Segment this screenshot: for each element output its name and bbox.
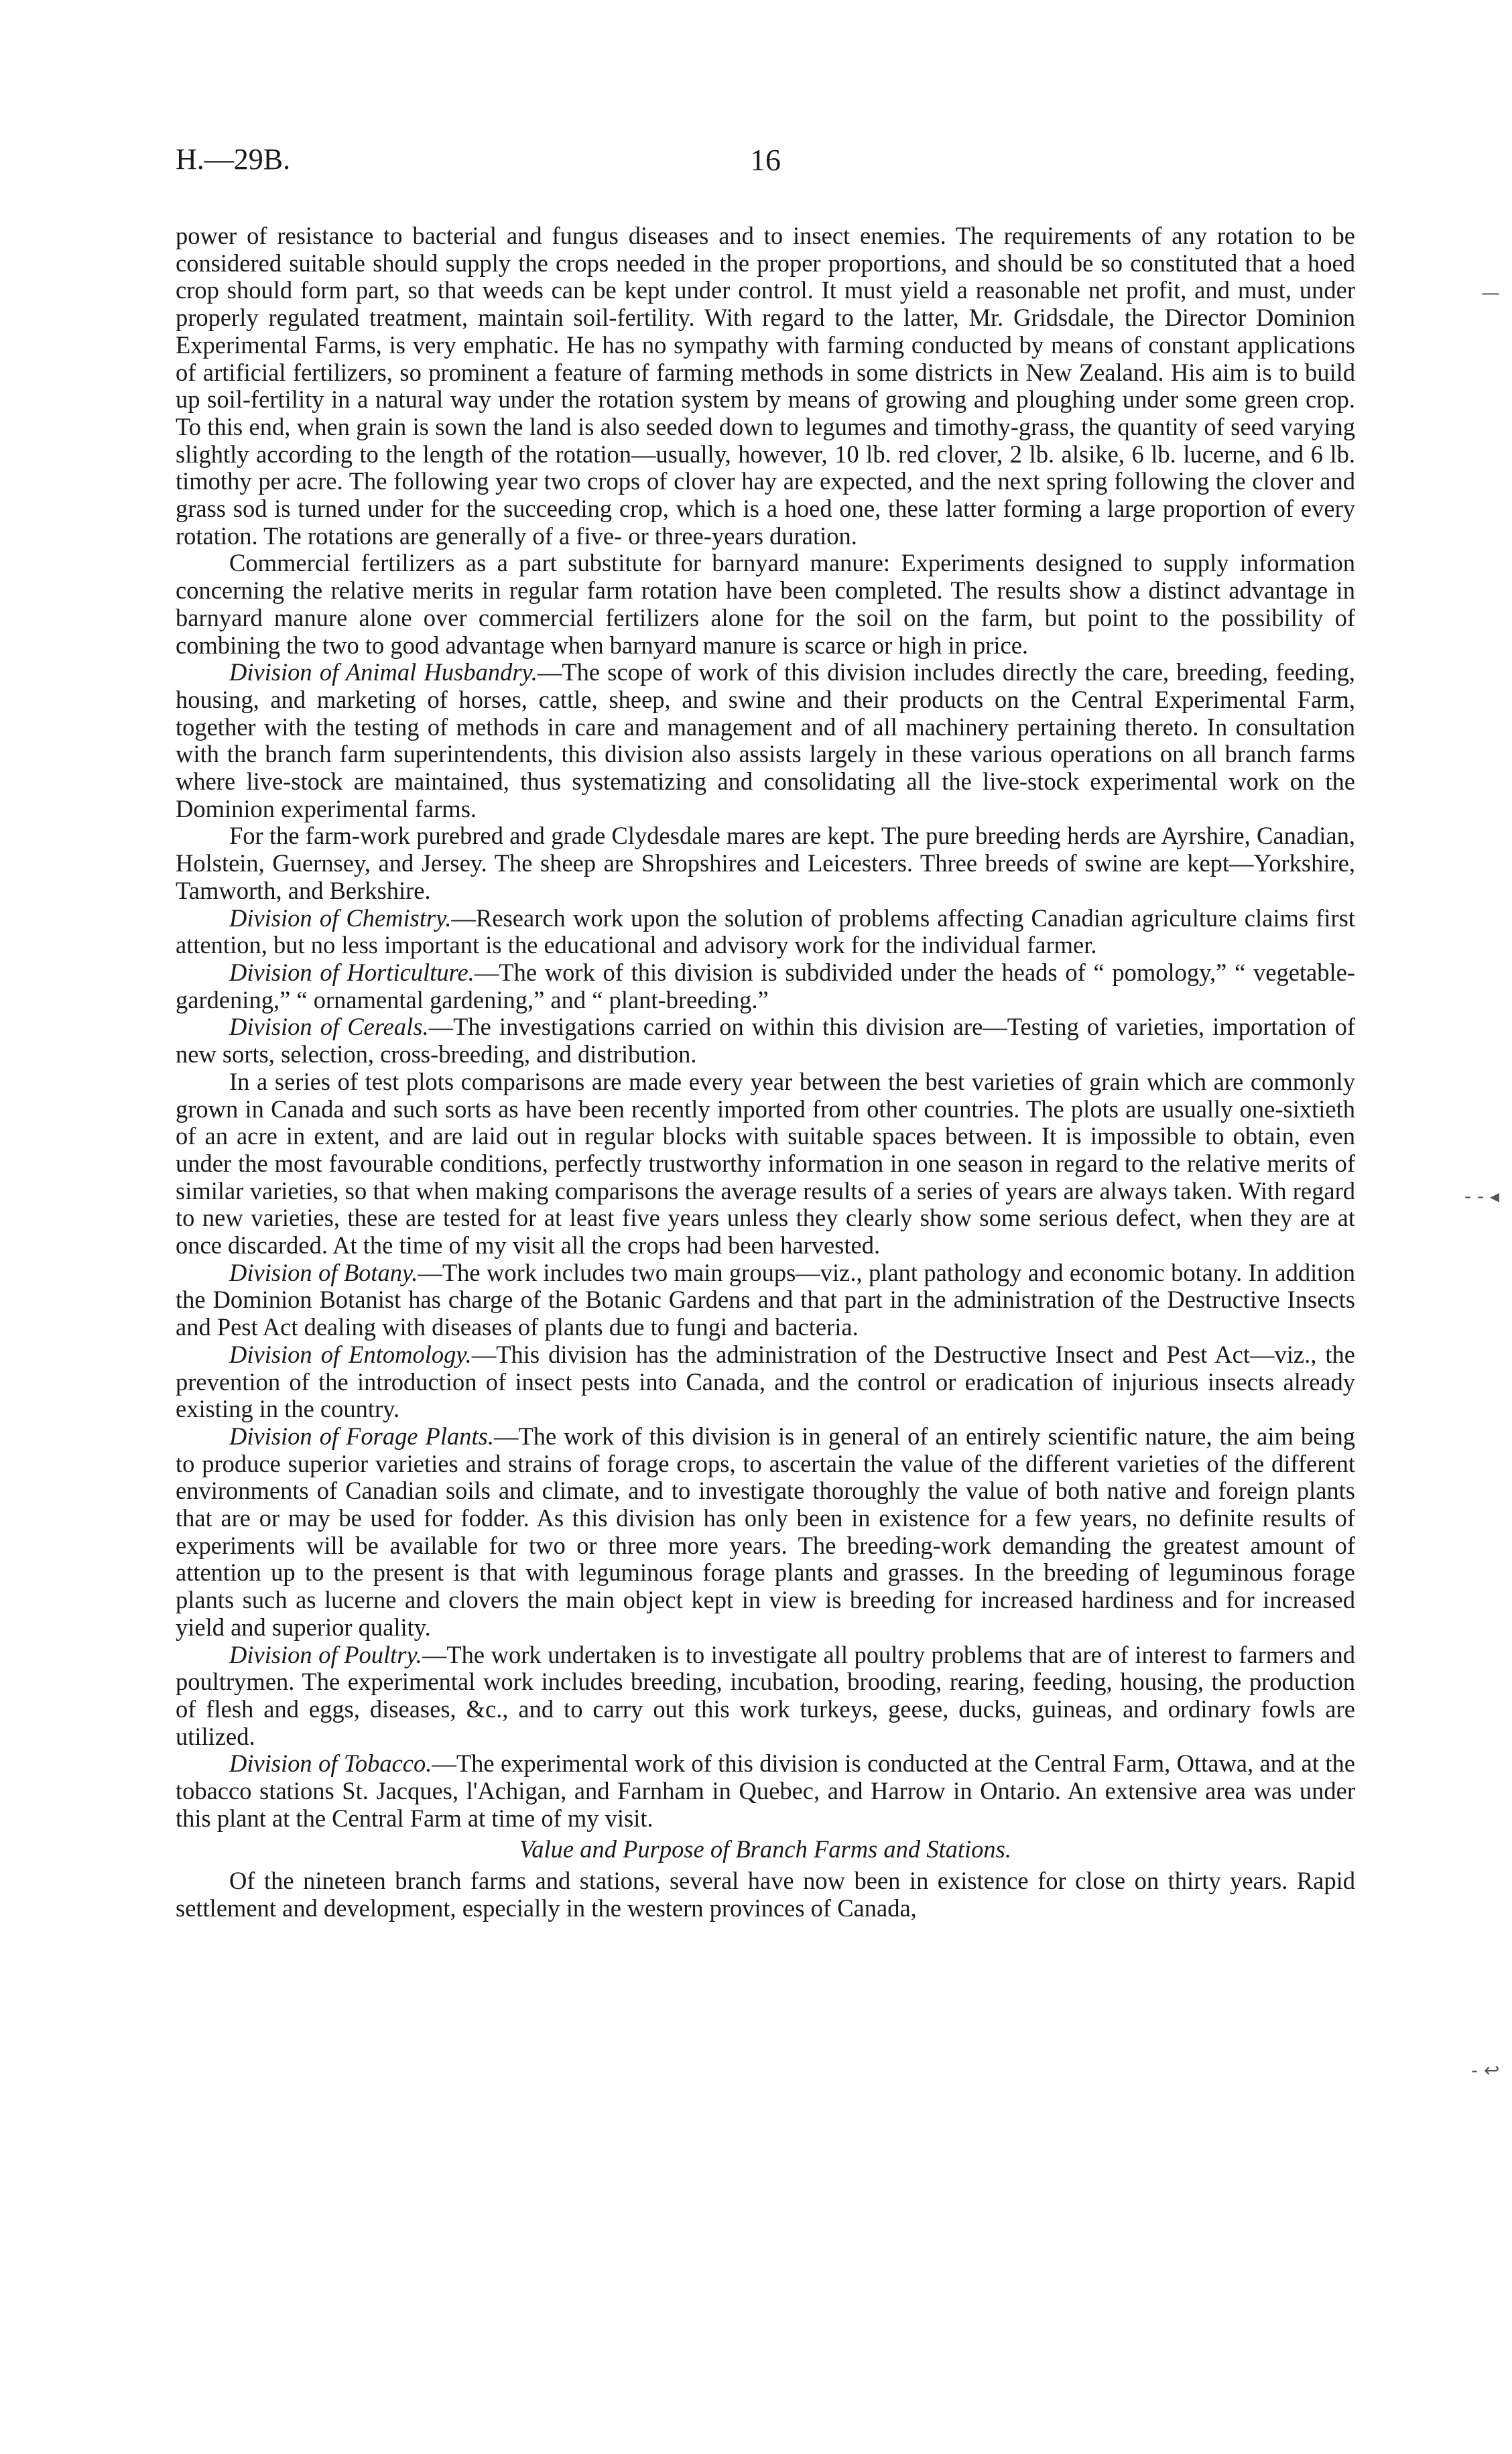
division-title: Division of Animal Husbandry. <box>229 658 538 686</box>
paragraph: Division of Chemistry.—Research work upon the solution of problems affecting Canadian agriculture claims first attention, but no less important is the educational and advisory work for the individual farmer. <box>176 904 1356 959</box>
paragraph: power of resistance to bacterial and fungus diseases and to insect enemies. The requirements of any rotation to be considered suitable should supply the crops needed in the proper proportions, and should be so constituted that a hoed crop should form part, so that weeds can be kept under control. It must yield a reasonable net profit, and must, under properly regulated treatment, maintain soil-fertility. With regard to the latter, Mr. Gridsdale, the Director Dominion Experimental Farms, is very emphatic. He has no sympathy with farming conducted by means of constant applications of artificial fertilizers, so prominent a feature of farming methods in some districts in New Zealand. His aim is to build up soil-fertility in a natural way under the rotation system by means of growing and ploughing under some green crop. To this end, when grain is sown the land is also seeded down to legumes and timothy-grass, the quantity of seed varying slightly according to the length of the rotation—usually, however, 10 lb. red clover, 2 lb. alsike, 6 lb. lucerne, and 6 lb. timothy per acre. The following year two crops of clover hay are expected, and the next spring following the clover and grass sod is turned under for the succeeding crop, which is a hoed one, these latter forming a large proportion of every rotation. The rotations are generally of a five- or three-years duration. <box>176 222 1355 550</box>
paragraph: Division of Entomology.—This division has the administration of the Destructive Insect and Pest Act—viz., the prevention of the introduction of insect pests into Canada, and the control or eradication of injurious insects already existing in the country. <box>176 1340 1355 1423</box>
paragraph: Division of Botany.—The work includes two main groups—viz., plant pathology and economic botany. In addition the Dominion Botanist has charge of the Botanic Gardens and that part in the administration of the Destructive Insects and Pest Act dealing with diseases of plants due to fungi and bacteria. <box>176 1258 1355 1341</box>
document-body <box>176 223 1355 1922</box>
division-title: Division of Tobacco. <box>229 1750 432 1778</box>
paragraph: Division of Cereals.—The investigations carried on within this division are—Testing of varieties, importation of new sorts, selection, cross-breeding, and distribution. <box>176 1013 1355 1068</box>
division-title: Division of Horticulture. <box>229 958 475 986</box>
paragraph: Division of Animal Husbandry.—The scope of work of this division includes directly the care, breeding, feeding, housing, and marketing of horses, cattle, sheep, and swine and their products on the Central Experimental Farm, together with the testing of methods in care and management and of all machinery pertaining thereto. In consultation with the branch farm superintendents, this division also assists largely in these various operations on all branch farms where live-stock are maintained, thus systematizing and consolidating all the live-stock experimental work on the Dominion experimental farms. <box>176 658 1355 822</box>
document-reference: H.—29B. <box>176 143 291 176</box>
division-title: Division of Chemistry. <box>229 904 452 932</box>
paragraph: Division of Tobacco.—The experimental work of this division is conducted at the Central Farm, Ottawa, and at the tobacco stations St. Jacques, l'Achigan, and Farnham in Quebec, and Harrow in Ontario. An extensive area was under this plant at the Central Farm at time of my visit. <box>176 1750 1355 1832</box>
margin-mark: ‐ ↩ <box>1471 2059 1500 2081</box>
division-title: Division of Poultry. <box>229 1640 422 1668</box>
division-title: Division of Forage Plants. <box>229 1422 494 1450</box>
paragraph: Of the nineteen branch farms and stations, several have now been in existence for close on thirty years. Rapid settlement and development, especially in the western provinces of Canada, <box>176 1867 1355 1922</box>
section-heading: Value and Purpose of Branch Farms and Stations. <box>519 1835 1012 1863</box>
paragraph: Commercial fertilizers as a part substitute for barnyard manure: Experiments designed to supply information concerning the relative merits in regular farm rotation have been completed. The results show a distinct advantage in barnyard manure alone over commercial fertilizers alone for the soil on the farm, but point to the possibility of combining the two to good advantage when barnyard manure is scarce or high in price. <box>176 549 1355 659</box>
margin-mark: ‐ ‐ ◂ <box>1464 1185 1500 1207</box>
paragraph: Division of Poultry.—The work undertaken is to investigate all poultry problems that are of interest to farmers and poultrymen. The experimental work includes breeding, incubation, brooding, rearing, feeding, housing, the production of flesh and eggs, diseases, &c., and to carry out this work turkeys, geese, ducks, guineas, and ordinary fowls are utilized. <box>176 1640 1356 1750</box>
paragraph: Division of Horticulture.—The work of this division is subdivided under the heads of “ pomology,” “ vegetable-gardening,” “ ornamental gardening,” and “ plant-breeding.” <box>176 958 1355 1014</box>
paragraph: For the farm-work purebred and grade Clydesdale mares are kept. The pure breeding herds are Ayrshire, Canadian, Holstein, Guernsey, and Jersey. The sheep are Shropshires and Leicesters. Three breeds of swine are kept—Yorkshire, Tamworth, and Berkshire. <box>176 822 1355 904</box>
paragraph: Division of Forage Plants.—The work of this division is in general of an entirely scientific nature, the aim being to produce superior varieties and strains of forage crops, to ascertain the value of the different varieties of the different environments of Canadian soils and climate, and to investigate thoroughly the value of both native and foreign plants that are or may be used for fodder. As this division has only been in existence for a few years, no definite results of experiments will be available for two or three more years. The breeding-work demanding the greatest amount of attention up to the present is that with leguminous forage plants and grasses. In the breeding of leguminous forage plants such as lucerne and clovers the main object kept in view is breeding for increased hardiness and for increased yield and superior quality. <box>176 1422 1355 1641</box>
page-number: 16 <box>750 143 781 177</box>
page-header <box>176 142 1355 189</box>
margin-mark: — <box>1481 282 1500 304</box>
paragraph: In a series of test plots comparisons are made every year between the best varieties of grain which are commonly grown in Canada and such sorts as have been recently imported from other countries. The plots are usually one-sixtieth of an acre in extent, and are laid out in regular blocks with suitable spaces between. It is impossible to obtain, even under the most favourable conditions, perfectly trustworthy information in one season in regard to the relative merits of similar varieties, so that when making comparisons the average results of a series of years are always taken. With regard to new varieties, these are tested for at least five years unless they clearly show some serious defect, when they are at once discarded. At the time of my visit all the crops had been harvested. <box>176 1067 1355 1260</box>
division-title: Division of Botany. <box>229 1258 418 1286</box>
division-title: Division of Cereals. <box>229 1013 429 1041</box>
division-title: Division of Entomology. <box>229 1340 472 1368</box>
